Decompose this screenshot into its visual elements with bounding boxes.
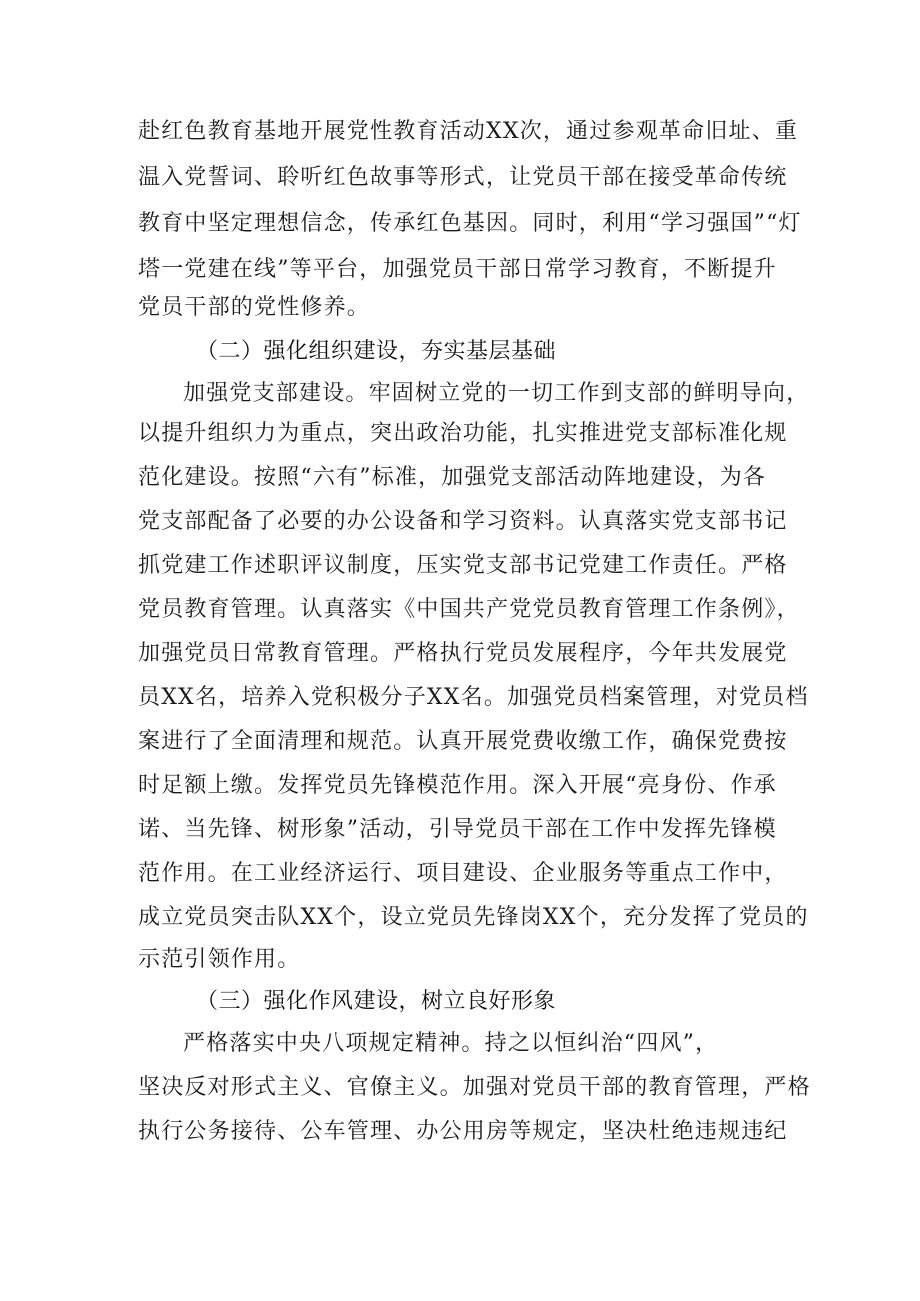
paragraph-line: 温入党誓词、聆听红色故事等形式，让党员干部在接受革命传统 [138,165,788,190]
paragraph-line: 范化建设。按照“六有”标准，加强党支部活动阵地建设，为各 [138,465,767,490]
paragraph-line: 以提升组织力为重点，突出政治功能，扎实推进党支部标准化规 [138,421,788,446]
section-heading: （二）强化组织建设，夯实基层基础 [196,339,557,364]
paragraph-line: 加强党员日常教育管理。严格执行党员发展程序，今年共发展党 [138,641,788,666]
paragraph-line: 范作用。在工业经济运行、项目建设、企业服务等重点工作中， [138,861,788,886]
paragraph-line: 抓党建工作述职评议制度，压实党支部书记党建工作责任。严格 [138,553,788,578]
paragraph-line: 教育中坚定理想信念，传承红色基因。同时，利用“学习强国”“灯 [138,211,802,236]
paragraph-line: 成立党员突击队XX个，设立党员先锋岗XX个，充分发挥了党员的 [138,905,809,930]
paragraph-line: 示范引领作用。 [138,947,301,972]
paragraph-line: 执行公务接待、公车管理、办公用房等规定，坚决杜绝违规违纪 [138,1119,788,1144]
paragraph-line: 案进行了全面清理和规范。认真开展党费收缴工作，确保党费按 [138,729,788,754]
paragraph-line: 党员教育管理。认真落实《中国共产党党员教育管理工作条例》， [138,597,800,622]
paragraph-line: 时足额上缴。发挥党员先锋模范作用。深入开展“亮身份、作承 [138,773,777,798]
paragraph-line: 赴红色教育基地开展党性教育活动XX次，通过参观革命旧址、重 [138,119,799,144]
paragraph-line: 党员干部的党性修养。 [138,295,371,320]
paragraph-line: 塔一党建在线”等平台，加强党员干部日常学习教育，不断提升 [138,257,777,282]
paragraph-line: 党支部配备了必要的办公设备和学习资料。认真落实党支部书记 [138,509,788,534]
paragraph-line: 严格落实中央八项规定精神。持之以恒纠治“四风”， [183,1031,719,1056]
paragraph-line: 诺、当先锋、树形象”活动，引导党员干部在工作中发挥先锋模 [138,817,777,842]
paragraph-line: 加强党支部建设。牢固树立党的一切工作到支部的鲜明导向， [183,381,810,406]
paragraph-line: 坚决反对形式主义、官僚主义。加强对党员干部的教育管理，严格 [138,1075,811,1100]
section-heading: （三）强化作风建设，树立良好形象 [196,989,557,1014]
paragraph-line: 员XX名，培养入党积极分子XX名。加强党员档案管理，对党员档 [138,685,809,710]
